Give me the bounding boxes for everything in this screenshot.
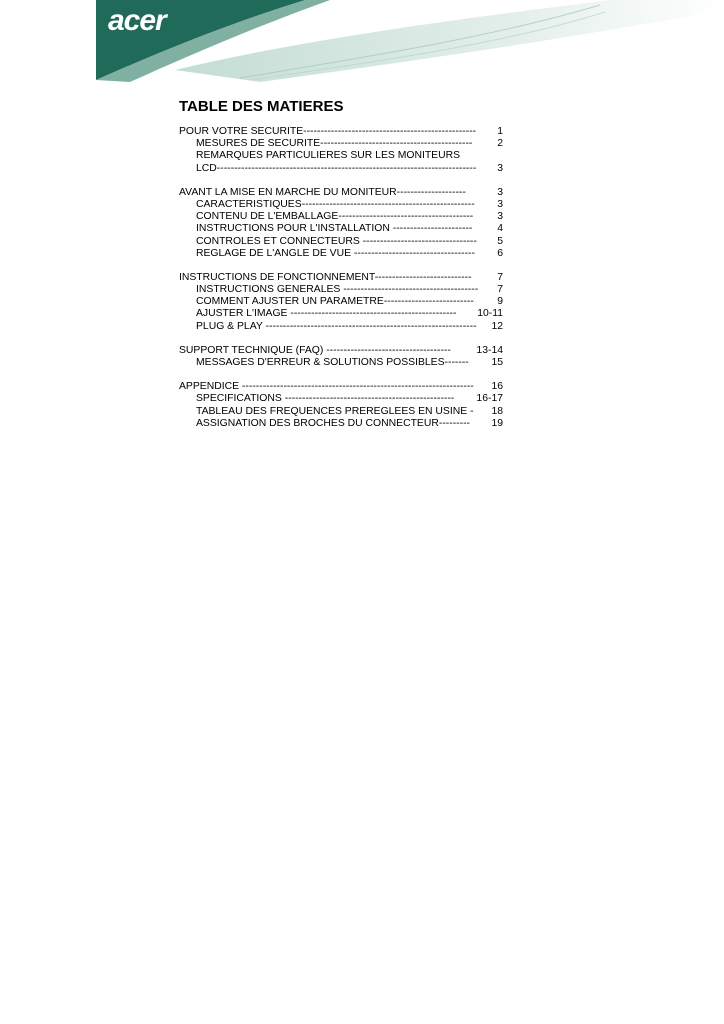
toc-entry-text: REMARQUES PARTICULIERES SUR LES MONITEURS [196,150,461,162]
toc-entry-text: MESSAGES D'ERREUR & SOLUTIONS POSSIBLES------- [196,357,469,368]
toc-entry[interactable] [179,393,503,405]
toc-entry-text: REGLAGE DE L'ANGLE DE VUE ----------------------------------- [196,247,475,259]
toc-entry[interactable] [179,138,503,150]
toc-entry-text: INSTRUCTIONS DE FONCTIONNEMENT---------------------------- [179,271,472,283]
toc-entry-page: 18 [491,405,503,417]
toc-section [179,187,503,260]
toc-entry-text: LCD--------------------------------------------------------------------------- [196,162,477,174]
toc-entry[interactable] [179,406,503,418]
toc-entry-text: CARACTERISTIQUES-------------------------------------------------- [196,198,475,210]
toc-entry[interactable] [179,248,503,260]
toc-entry-page: 2 [497,138,503,150]
toc-entry-text: POUR VOTRE SECURITE-------------------------------------------------- [179,126,477,137]
toc-entry-page: 3 [497,198,503,210]
toc-section [179,345,503,369]
toc-entry-page: 7 [497,284,503,296]
toc-entry-page: 9 [497,296,503,308]
toc-entry[interactable] [179,381,503,393]
toc-entry-text: PLUG & PLAY ------------------------------------------------------------- [196,320,477,332]
toc-section [179,381,503,430]
toc-entry[interactable] [179,223,503,235]
toc-entry[interactable] [179,150,503,162]
toc-entry[interactable] [179,187,503,199]
acer-logo: acer [108,4,166,37]
toc-entry-page: 3 [497,162,503,174]
toc-entry-text: SUPPORT TECHNIQUE (FAQ) ------------------------------------ [179,344,451,356]
toc-entry-text: CONTENU DE L'EMBALLAGE--------------------------------------- [196,211,474,223]
toc-entry[interactable] [179,236,503,248]
page-title: TABLE DES MATIERES [179,98,344,115]
toc-entry[interactable] [179,199,503,211]
toc-entry[interactable] [179,321,503,333]
toc-section [179,126,503,175]
toc-entry[interactable] [179,345,503,357]
toc-entry-text: TABLEAU DES FREQUENCES PREREGLEES EN USINE - [196,405,474,417]
toc-entry-text: CONTROLES ET CONNECTEURS --------------------------------- [196,235,477,247]
toc-entry-page: 15 [491,357,503,368]
toc-entry-text: SPECIFICATIONS ------------------------------------------------- [196,393,455,405]
toc-entry-page: 16 [491,381,503,393]
toc-entry-text: MESURES DE SECURITE-------------------------------------------- [196,138,473,150]
toc-entry-text: ASSIGNATION DES BROCHES DU CONNECTEUR--------- [196,417,471,429]
toc-entry[interactable] [179,418,503,430]
toc-entry[interactable] [179,126,503,138]
toc-entry[interactable] [179,272,503,284]
toc-entry[interactable] [179,211,503,223]
toc-entry-page: 10-11 [477,308,503,320]
toc-entry[interactable] [179,308,503,320]
toc-entry-page: 7 [497,271,503,283]
toc-entry-page: 3 [497,186,503,198]
toc-entry-page: 13-14 [476,344,503,356]
toc-entry[interactable] [179,284,503,296]
toc-entry[interactable] [179,296,503,308]
toc-entry-text: INSTRUCTIONS POUR L'INSTALLATION ----------------------- [196,223,473,235]
toc-entry-page: 19 [491,417,503,429]
toc-entry-page: 6 [497,247,503,259]
toc-entry-page: 16-17 [476,393,503,405]
toc-entry[interactable] [179,357,503,369]
toc-entry-text: COMMENT AJUSTER UN PARAMETRE-------------------------- [196,296,474,308]
toc-entry[interactable] [179,163,503,175]
table-of-contents [179,126,503,442]
toc-entry-page: 5 [497,235,503,247]
toc-entry-text: INSTRUCTIONS GENERALES --------------------------------------- [196,284,479,296]
toc-entry-text: AVANT LA MISE EN MARCHE DU MONITEUR-------------------- [179,186,466,198]
toc-entry-page: 1 [497,126,503,137]
toc-section [179,272,503,333]
toc-entry-text: AJUSTER L'IMAGE ------------------------------------------------ [196,308,457,320]
toc-entry-page: 12 [491,320,503,332]
toc-entry-page: 4 [497,223,503,235]
toc-entry-page: 3 [497,211,503,223]
toc-entry-text: APPENDICE ------------------------------------------------------------------- [179,381,474,393]
